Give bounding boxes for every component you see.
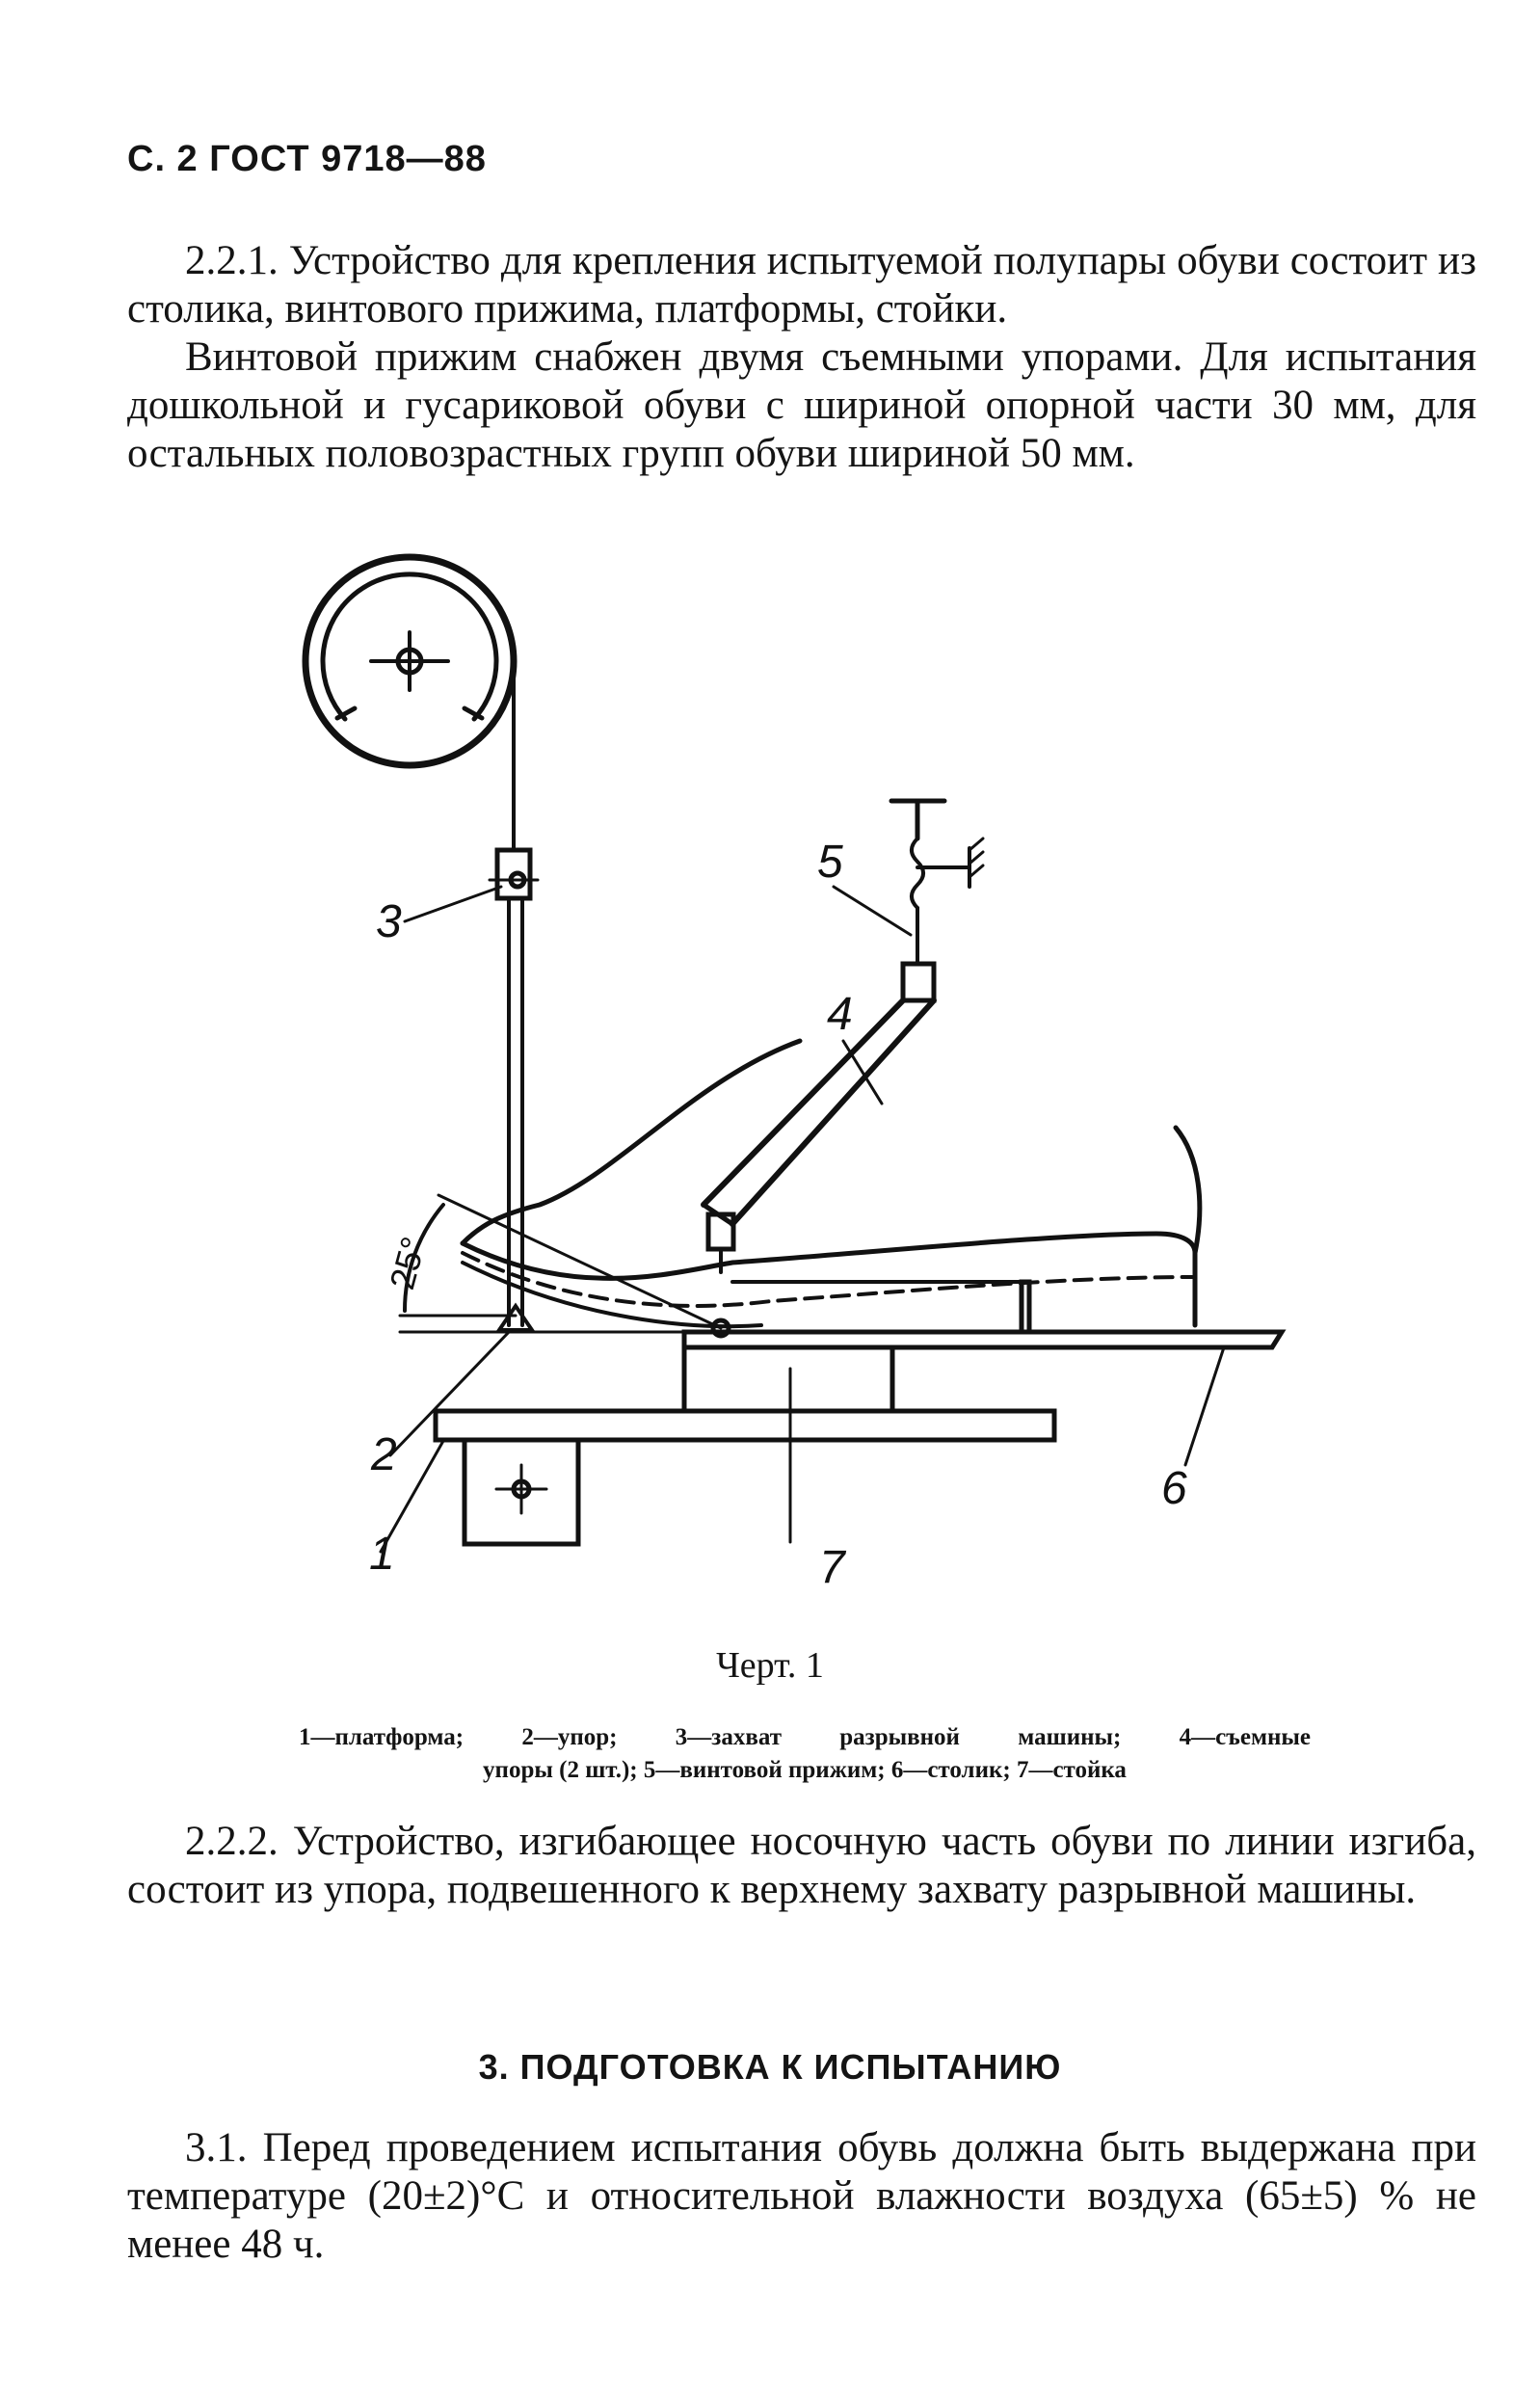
- label-4: 4: [827, 989, 853, 1040]
- label-2: 2: [371, 1429, 397, 1480]
- section-3-title: 3. ПОДГОТОВКА К ИСПЫТАНИЮ: [478, 2047, 1062, 2087]
- legend-line-1: 1—платформа; 2—упор; 3—захват разрывной машины; 4—съемные: [299, 1724, 1311, 1750]
- figure-legend: [299, 1721, 1311, 1787]
- page-header: С. 2 ГОСТ 9718—88: [127, 139, 487, 179]
- stand-7: [684, 1347, 892, 1411]
- label-3: 3: [376, 896, 402, 947]
- grip-3: [490, 850, 538, 1325]
- table-6: [684, 1282, 1282, 1347]
- section-2-2-2: [127, 1818, 1476, 1914]
- section-3: [127, 2124, 1476, 2269]
- figure-caption: Черт. 1: [716, 1645, 824, 1686]
- label-1: 1: [369, 1529, 395, 1580]
- dial-gauge: [305, 557, 514, 848]
- removable-stop-4: [704, 1000, 934, 1272]
- legend-line-2: упоры (2 шт.); 5—винтовой прижим; 6—столик; 7—стойка: [483, 1757, 1127, 1783]
- paragraph-2-2-1-b: Винтовой прижим снабжен двумя съемными упорами. Для испытания дошкольной и гусариковой обуви с шириной опорной части 30 мм, для остальных половозрастных групп обуви шириной 50 мм.: [127, 334, 1476, 476]
- label-angle: 25°: [382, 1232, 434, 1294]
- angle-construction: [400, 1195, 721, 1332]
- label-6: 6: [1161, 1463, 1187, 1514]
- label-5: 5: [817, 837, 843, 888]
- figure-1: [0, 540, 1540, 1638]
- section-2-2-1: [127, 237, 1476, 478]
- platform-1: [436, 1411, 1054, 1544]
- paragraph-2-2-2: 2.2.2. Устройство, изгибающее носочную часть обуви по линии изгиба, состоит из упора, подвешенного к верхнему захвату разрывной машины.: [127, 1819, 1476, 1912]
- device-drawing: [0, 540, 1540, 1638]
- paragraph-3-1: 3.1. Перед проведением испытания обувь должна быть выдержана при температуре (20±2)°С и относительной влажности воздуха (65±5) % не менее 48 ч.: [127, 2125, 1476, 2267]
- screw-clamp-5: [891, 801, 983, 1000]
- label-7: 7: [819, 1542, 845, 1593]
- paragraph-2-2-1: 2.2.1. Устройство для крепления испытуемой полупары обуви состоит из столика, винтового прижима, платформы, стойки.: [127, 238, 1476, 332]
